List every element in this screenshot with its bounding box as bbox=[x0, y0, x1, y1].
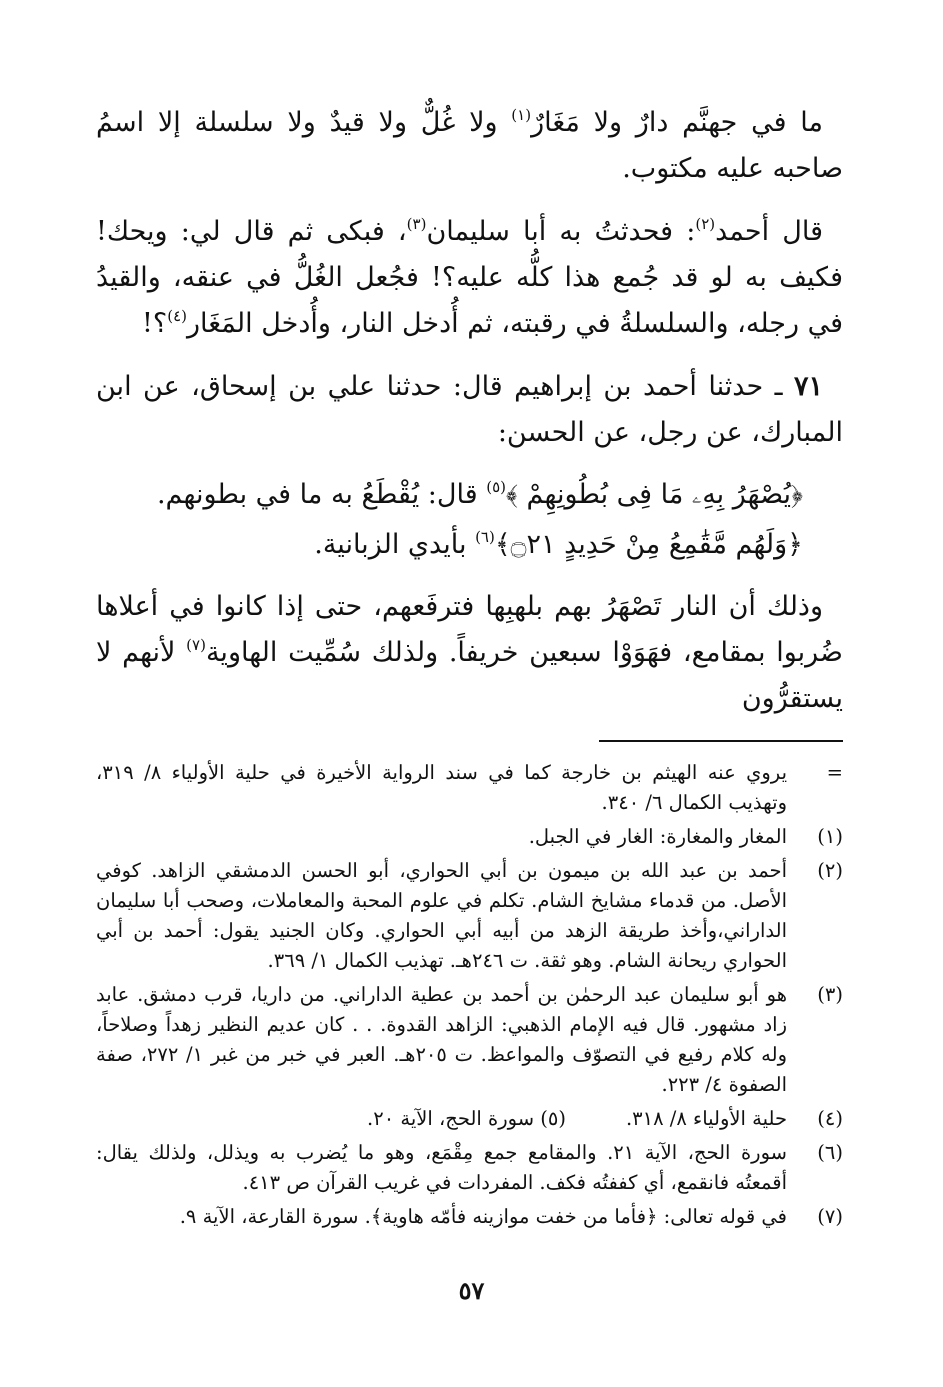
footnote-3 bbox=[96, 980, 843, 1100]
footnote-ref-4[interactable]: (٤) bbox=[167, 307, 188, 325]
footnote-text: المغار والمغارة: الغار في الجبل. bbox=[528, 825, 787, 848]
footnote-text: في قوله تعالى: ﴿فأما من خفت موازينه فأمّه هاوية﴾. سورة القارعة، الآية ٩. bbox=[179, 1205, 787, 1228]
footnote-mark: = bbox=[826, 761, 843, 784]
footnote-continued bbox=[96, 758, 843, 818]
footnote-5-text: سورة الحج، الآية ٢٠. bbox=[367, 1107, 535, 1130]
footnote-ref-7[interactable]: (٧) bbox=[186, 636, 206, 654]
footnote-ref-1[interactable]: (١) bbox=[511, 106, 532, 124]
hadith-number: ٧١ bbox=[793, 371, 823, 402]
paragraph-2-text-d: ؟! bbox=[142, 308, 168, 339]
footnote-ref-2[interactable]: (٢) bbox=[695, 215, 716, 233]
quran-quote-1: ﴿يُصْهَرُ بِهِۦ مَا فِى بُطُونِهِمْ ﴾ bbox=[506, 479, 803, 510]
page-number: ٥٧ bbox=[458, 1276, 485, 1305]
footnote-4-5 bbox=[96, 1104, 843, 1134]
footnote-4-text: حلية الأولياء ٨/ ٣١٨. bbox=[625, 1107, 787, 1130]
paragraph-4 bbox=[96, 584, 843, 722]
paragraph-4-text-b: لأنهم لا يستقرُّون bbox=[96, 637, 843, 714]
paragraph-4-text-a: وذلك أن النار تَصْهَرُ بهم بلهبِها فترفَعهم، حتى إذا كانوا في أعلاها ضُربوا بمقامع، فهَوَوْا سبعين خريفاً. ولذلك سُمِّيت الهاوية bbox=[96, 591, 843, 668]
footnote-text bbox=[96, 1104, 787, 1134]
footnote-mark: (٣) bbox=[817, 983, 843, 1006]
footnote-mark: (١) bbox=[817, 825, 843, 848]
hadith-71 bbox=[96, 364, 843, 456]
paragraph-2 bbox=[96, 209, 843, 347]
footnote-5-mark: (٥) bbox=[540, 1107, 566, 1130]
paragraph-1-text-rest: ولا غُلٌّ ولا قيدٌ ولا سلسلة إلا اسمُ صاحبه عليه مكتوب. bbox=[96, 107, 843, 184]
paragraph-2-text-c: ، فبكى ثم قال لي: ويحك! فكيف به لو قد جُمع هذا كلُّه عليه؟! فجُعل الغُلُّ في عنقه، والقيدُ في رجله، والسلسلةُ في رقبته، ثم أُدخل النار، وأُدخل المَغَار bbox=[96, 216, 843, 339]
footnote-7 bbox=[96, 1202, 843, 1232]
verse-1 bbox=[96, 473, 803, 517]
footnote-mark: (٧) bbox=[817, 1205, 843, 1228]
footnote-text: أحمد بن عبد الله بن ميمون بن أبي الحواري، أبو الحسن الدمشقي الزاهد. كوفي الأصل. من قدماء مشايخ الشام. تكلم في علوم المحبة والمعاملات، وصحب أبا سليمان الداراني،وأخذ طريقة الزهد من أبيه أبي الحواري. وكان الجنيد يقول: أحمد بن أبي الحواري ريحانة الشام. وهو ثقة. ت ٢٤٦هـ. تهذيب الكمال ١/ ٣٦٩. bbox=[96, 859, 787, 972]
verse-2-comment: بأيدي الزبانية. bbox=[314, 529, 476, 560]
paragraph-2-text-b: : فحدثتُ به أبا سليمان bbox=[426, 216, 696, 247]
main-text bbox=[96, 100, 843, 739]
hadith-71-text: ـ حدثنا أحمد بن إبراهيم قال: حدثنا علي بن إسحاق، عن ابن المبارك، عن رجل، عن الحسن: bbox=[96, 371, 843, 448]
paragraph-1-text: ما في جهنَّم دارٌ ولا مَغَارٌ bbox=[531, 107, 823, 138]
paragraph-1 bbox=[96, 100, 843, 192]
footnote-6 bbox=[96, 1138, 843, 1198]
footnote-ref-6[interactable]: (٦) bbox=[475, 528, 495, 546]
footnote-ref-5[interactable]: (٥) bbox=[486, 478, 506, 496]
footnote-mark: (٢) bbox=[817, 859, 843, 882]
footnote-1 bbox=[96, 822, 843, 852]
verse-1-comment: قال: يُقْطَعُ به ما في بطونهم. bbox=[156, 479, 487, 510]
footnote-mark: (٦) bbox=[817, 1141, 843, 1164]
footnote-text: يروي عنه الهيثم بن خارجة كما في سند الرواية الأخيرة في حلية الأولياء ٨/ ٣١٩، وتهذيب الكمال ٦/ ٣٤٠. bbox=[96, 761, 787, 814]
paragraph-2-text-a: قال أحمد bbox=[715, 216, 823, 247]
footnote-2 bbox=[96, 856, 843, 976]
footnote-ref-3[interactable]: (٣) bbox=[406, 215, 427, 233]
footnote-separator bbox=[599, 740, 843, 742]
footnote-mark: (٤) bbox=[817, 1107, 843, 1130]
verse-2 bbox=[96, 523, 803, 567]
footnotes bbox=[96, 758, 843, 1236]
quran-quote-2: ﴿وَلَهُم مَّقَٰمِعُ مِنْ حَدِيدٍ ۝٢١﴾ bbox=[494, 529, 803, 560]
footnote-text: سورة الحج، الآية ٢١. والمقامع جمع مِقْمَع، وهو ما يُضرب به ويذلل، ولذلك يقال: أقمعتُه فانقمع، أي كففتُه فكف. المفردات في غريب القرآن ص ٤١٣. bbox=[96, 1141, 788, 1194]
footnote-text: هو أبو سليمان عبد الرحمٰن بن أحمد بن عطية الداراني. من داريا، قرب دمشق. عابد زاد مشهور. قال فيه الإمام الذهبي: الزاهد القدوة. . . كان عديم النظير زهداً وصلاحاً، وله كلام رفيع في التصوّف والمواعظ. ت ٢٠٥هـ. العبر في خبر من غبر ١/ ٢٧٢، صفة الصفوة ٤/ ٢٢٣. bbox=[96, 983, 787, 1096]
